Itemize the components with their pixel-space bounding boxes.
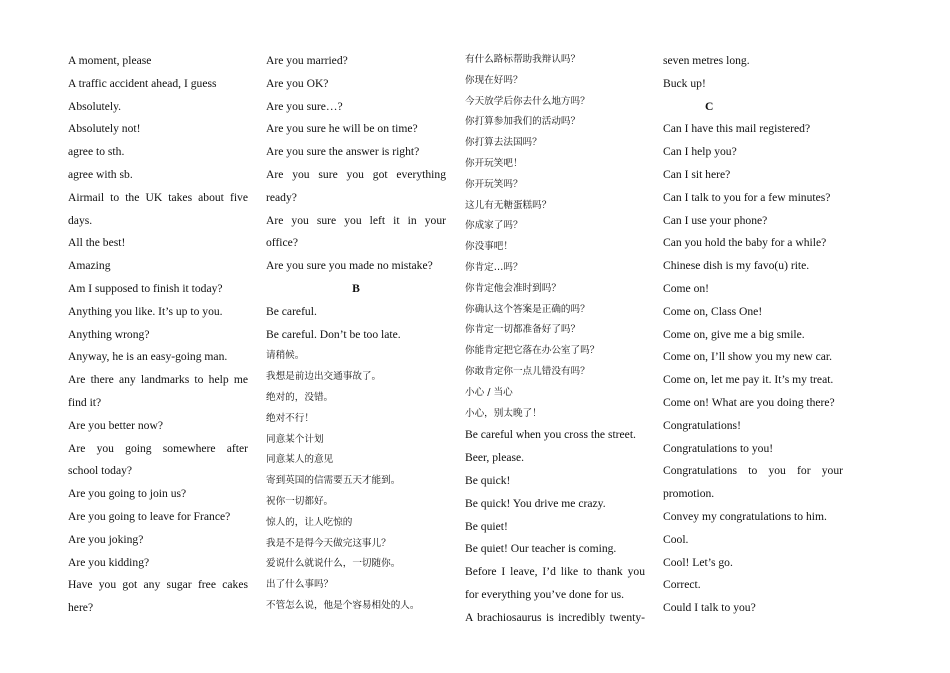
phrase-line: Airmail to the UK takes about five (68, 190, 248, 204)
column-4 (663, 50, 843, 620)
phrase-line: Absolutely not! (68, 122, 141, 136)
phrase-line: 绝对不行！ (266, 412, 314, 424)
phrase-line: Can I use your phone? (663, 213, 768, 227)
phrase-line: 你打算去法国吗？ (465, 137, 542, 149)
phrase-line: 你能肯定把它落在办公室了吗？ (465, 345, 600, 357)
phrase-line: A traffic accident ahead, I guess (68, 76, 217, 90)
section-letter-heading: B (352, 281, 360, 295)
phrase-line: Be careful when you cross the street. (465, 428, 636, 442)
phrase-line: 你开玩笑吗？ (465, 178, 523, 190)
phrase-line: Have you got any sugar free cakes (68, 578, 248, 592)
column-1 (68, 50, 248, 620)
phrase-line: 你肯定一切都准备好了吗？ (465, 324, 581, 336)
phrase-line: Be quiet! Our teacher is coming. (465, 542, 617, 556)
phrase-line: 你成家了吗？ (465, 220, 523, 232)
phrase-line: for everything you’ve done for us. (465, 587, 625, 601)
phrase-line: A brachiosaurus is incredibly twenty- (465, 610, 645, 624)
phrase-line: Come on, I’ll show you my new car. (663, 350, 833, 364)
phrase-line: Come on, Class One! (663, 304, 763, 318)
phrase-line: Am I supposed to finish it today? (68, 281, 223, 295)
phrase-line: Can you hold the baby for a while? (663, 236, 827, 250)
phrase-line: Are there any landmarks to help me (68, 373, 248, 387)
phrase-line: days. (68, 213, 93, 227)
phrase-line: Absolutely. (68, 99, 122, 113)
phrase-line: Are you sure you left it in your (266, 213, 446, 227)
phrase-line: 这儿有无糖蛋糕吗？ (465, 199, 552, 211)
phrase-line: 爱说什么就说什么，一切随你。 (266, 558, 401, 570)
phrase-line: 你打算参加我们的活动吗？ (465, 116, 581, 128)
phrase-line: find it? (68, 395, 102, 409)
phrase-line: 今天放学后你去什么地方吗？ (465, 95, 590, 107)
phrase-line: All the best! (68, 236, 126, 250)
phrase-line: Be careful. (266, 304, 317, 318)
phrase-line: A moment, please (68, 54, 152, 67)
phrase-line: 你肯定他会准时到吗？ (465, 282, 561, 294)
phrase-line: Come on, let me pay it. It’s my treat. (663, 373, 834, 387)
column-3 (465, 50, 645, 630)
phrase-line: Come on! (663, 281, 710, 295)
phrase-line: Be careful. Don’t be too late. (266, 327, 401, 341)
phrase-line: ready? (266, 190, 297, 204)
phrase-line: Congratulations! (663, 418, 741, 432)
phrase-line: Buck up! (663, 76, 706, 90)
phrase-line: here? (68, 601, 94, 615)
phrase-line: office? (266, 236, 298, 250)
phrase-line: Come on, give me a big smile. (663, 327, 805, 341)
phrase-line: Correct. (663, 578, 701, 592)
phrase-line: Are you going somewhere after (68, 441, 248, 455)
phrase-line: Are you joking? (68, 532, 144, 546)
phrase-line: Beer, please. (465, 451, 525, 465)
phrase-line: 你开玩笑吧！ (465, 157, 523, 169)
phrase-line: Can I sit here? (663, 167, 731, 181)
phrase-line: Be quick! You drive me crazy. (465, 496, 606, 510)
phrase-line: Are you sure the answer is right? (266, 145, 420, 159)
phrase-line: Can I help you? (663, 145, 737, 159)
phrase-line: 不管怎么说，他是个容易相处的人。 (266, 599, 420, 611)
phrase-line: Anything you like. It’s up to you. (68, 304, 223, 318)
phrase-line: 同意某人的意见 (266, 454, 334, 466)
phrase-line: 我是不是得今天做完这事儿？ (266, 537, 391, 549)
phrase-line: 我想是前边出交通事故了。 (266, 371, 382, 383)
phrase-line: Cool. (663, 532, 689, 546)
phrase-line: 祝你一切都好。 (266, 495, 334, 507)
phrase-line: 小心，别太晚了！ (465, 407, 542, 419)
phrase-line: promotion. (663, 487, 715, 501)
section-letter-heading: C (705, 99, 714, 113)
phrase-line: Are you kidding? (68, 555, 150, 569)
phrase-line: Are you sure…? (266, 99, 343, 113)
phrase-line: Cool! Let’s go. (663, 555, 733, 569)
phrase-line: 小心 / 当心 (465, 386, 513, 398)
phrase-line: Anything wrong? (68, 327, 150, 341)
phrase-line: Be quiet! (465, 519, 508, 533)
phrase-line: Amazing (68, 259, 111, 273)
phrase-line: 你没事吧！ (465, 241, 513, 253)
phrase-line: 你现在好吗？ (465, 74, 523, 86)
phrase-line: 有什么路标帮助我辩认吗？ (465, 54, 581, 65)
phrase-line: 同意某个计划 (266, 433, 324, 445)
phrase-line: Come on! What are you doing there? (663, 395, 835, 409)
phrase-line: Are you married? (266, 54, 348, 67)
phrase-line: Are you going to join us? (68, 487, 187, 501)
phrase-line: Congratulations to you for your (663, 464, 843, 478)
phrase-line: 你敢肯定你一点儿错没有吗？ (465, 365, 590, 377)
phrase-line: Before I leave, I’d like to thank you (465, 565, 645, 579)
phrase-line: 你确认这个答案是正确的吗？ (465, 303, 590, 315)
phrase-line: 请稍候。 (266, 350, 305, 362)
phrase-line: Are you OK? (266, 76, 329, 90)
phrase-line: Are you going to leave for France? (68, 509, 231, 523)
phrase-line: Convey my congratulations to him. (663, 509, 827, 523)
phrase-line: agree to sth. (68, 145, 125, 159)
phrase-line: school today? (68, 464, 133, 478)
phrase-line: 你肯定…吗？ (465, 261, 523, 273)
phrase-line: 绝对的，没错。 (266, 391, 334, 403)
phrase-line: Are you sure you made no mistake? (266, 259, 433, 273)
phrase-line: 寄到英国的信需要五天才能到。 (266, 475, 401, 487)
phrase-line: seven metres long. (663, 54, 750, 67)
phrase-line: Can I have this mail registered? (663, 122, 811, 136)
phrase-line: Congratulations to you! (663, 441, 774, 455)
phrase-line: Be quick! (465, 473, 511, 487)
phrase-line: Anyway, he is an easy-going man. (68, 350, 228, 364)
phrase-line: agree with sb. (68, 167, 133, 181)
phrase-line: Chinese dish is my favo(u) rite. (663, 259, 810, 273)
column-2 (266, 50, 446, 617)
phrase-line: Are you better now? (68, 418, 163, 432)
phrase-line: 惊人的，让人吃惊的 (266, 516, 353, 528)
phrase-line: Can I talk to you for a few minutes? (663, 190, 831, 204)
phrase-line: Are you sure he will be on time? (266, 122, 418, 136)
phrase-line: Are you sure you got everything (266, 167, 446, 181)
phrase-line: Could I talk to you? (663, 601, 756, 615)
phrase-line: 出了什么事吗？ (266, 579, 334, 591)
